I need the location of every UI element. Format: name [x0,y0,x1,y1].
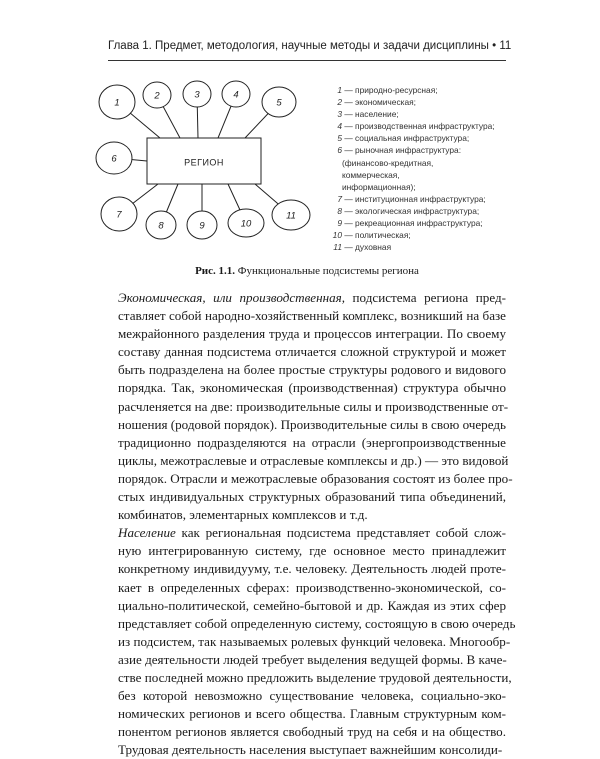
legend-text: — экологическая инфраструктура; [342,205,480,216]
subsystem-node-8 [146,211,176,239]
legend-text: — экономическая; [342,97,417,108]
text-line: ставляет собой народно-хозяйственный комплекс, возникший на базе [118,308,506,324]
legend-number: 5 [337,133,342,144]
text-line: из подсистем, так называемых ролевых функций человека. Многообр- [118,633,511,649]
figure-caption-text: Функциональные подсистемы региона [235,265,419,277]
legend-number: 11 [333,242,342,253]
subsystem-node-label: 3 [194,89,200,101]
subsystem-node-1 [99,85,135,119]
text-line: межрайонного разделения труда и процессов интеграции. По своему [118,326,506,342]
legend-number: 2 [337,97,342,108]
region-label: РЕГИОН [184,157,224,168]
subsystem-node-label: 8 [158,220,164,232]
legend [318,84,518,253]
subsystem-node-label: 5 [276,97,282,109]
legend-item [318,84,518,96]
subsystem-node-label: 10 [240,218,252,230]
text-line: быть подразделена на более простые структуры родового и видового [118,362,506,378]
legend-item [318,120,518,132]
legend-item [318,132,518,144]
legend-text: — институционная инфраструктура; [342,193,486,204]
legend-number: 8 [337,205,342,216]
subsystem-node-label: 11 [286,210,296,222]
paragraph [108,524,516,759]
legend-text: — рыночная инфраструктура: (финансово-кредитная, коммерческая, информационная); [342,145,462,192]
text-line: Экономическая, или производственная, подсистема региона пред- [118,290,506,305]
text-line: Население как региональная подсистема представляет собой слож- [118,525,506,541]
legend-number: 1 [337,85,342,95]
figure-caption [108,265,506,277]
figure-caption-label: Рис. 1.1. [195,265,236,277]
text-line: представляет собой определенную систему, состоящую в свою очередь [118,615,516,631]
legend-number: 10 [332,230,342,241]
legend-item [318,205,518,217]
text-line: традиционно подразделяются на отрасли (энергопроизводственные [118,434,506,450]
legend-number: 9 [337,218,342,229]
subsystem-node-label: 9 [199,220,205,232]
text-line: стых индивидуальных структурных образований типа объединений, [118,489,506,505]
legend-number: 4 [337,121,342,132]
header-rule [108,60,506,61]
text-line: порядка. Так, экономическая (производственная) структура обычно [118,380,506,396]
legend-item [318,229,518,241]
subsystem-node-6 [96,142,132,174]
legend-item [318,108,518,120]
subsystem-node-11 [272,200,310,230]
legend-text: — природно-ресурсная; [342,85,438,95]
text-line: порядок. Отрасли и межотраслевые образования состоят из более про- [118,470,513,486]
legend-number: 3 [337,109,342,120]
paragraph [108,289,513,524]
legend-number: 7 [337,193,342,204]
legend-item [318,144,518,192]
legend-text: — социальная инфраструктура; [342,133,470,144]
subsystem-node-7 [101,197,137,231]
legend-item [318,241,518,253]
text-line: стве последней можно предложить выделение трудовой деятельности, [118,669,512,685]
subsystem-node-10 [228,209,264,237]
text-line: ношения (родовой порядок). Производительные силы в свою очередь [118,416,506,432]
text-line: кает в определенных сферах: производственно-экономической, со- [118,579,506,595]
legend-number: 6 [337,145,342,156]
text-line: понентом регионов является свободный труд на себя и на общество. [118,724,506,740]
text-line: без которой невозможно существование человека, социально-эко- [118,688,506,704]
subsystem-node-label: 7 [116,209,122,221]
subsystem-node-9 [187,211,217,239]
running-header: Глава 1. Предмет, методология, научные методы и задачи дисциплины • 11 [108,40,512,52]
legend-item [318,96,518,108]
subsystem-node-label: 6 [111,153,117,165]
text-line: циклы, межотраслевые и отраслевые комплексы и др.) — это видовой [118,452,509,468]
text-line: циально-политической, семейно-бытовой и др. Каждая из этих сфер [118,597,506,613]
legend-text: — политическая; [342,230,411,241]
text-line: расчленяется на две: производительные силы и производственные от- [118,398,509,414]
body-text [108,289,516,759]
legend-text: — производственная инфраструктура; [342,121,495,132]
subsystem-node-2 [143,82,171,108]
subsystem-node-4 [222,81,250,107]
text-line: ную интегрированную систему, где основное место принадлежит [118,543,506,559]
text-line: номических регионов и всего общества. Главным структурным ком- [118,706,506,722]
legend-text: — население; [342,109,399,120]
text-line: комбинатов, элементарных комплексов и т.д. [118,507,368,523]
legend-text: — рекреационная инфраструктура; [342,218,483,229]
text-line: конкретному индивидууму, т.е. человеку. Деятельность людей проте- [118,561,506,577]
subsystem-node-3 [183,81,211,107]
text-line: азие деятельности людей требует выделения ведущей формы. В каче- [118,651,507,667]
subsystem-node-label: 2 [154,90,160,102]
subsystem-node-label: 1 [114,97,120,109]
region-subsystems-diagram [90,74,320,244]
text-line: Трудовая деятельность населения выступает важнейшим консолиди- [118,742,503,758]
legend-text: — духовная [342,242,392,253]
legend-item [318,217,518,229]
legend-item [318,193,518,205]
subsystem-node-5 [262,87,296,117]
text-line: составу данная подсистема отличается сложной структурой и может [118,344,506,360]
subsystem-node-label: 4 [233,89,239,101]
